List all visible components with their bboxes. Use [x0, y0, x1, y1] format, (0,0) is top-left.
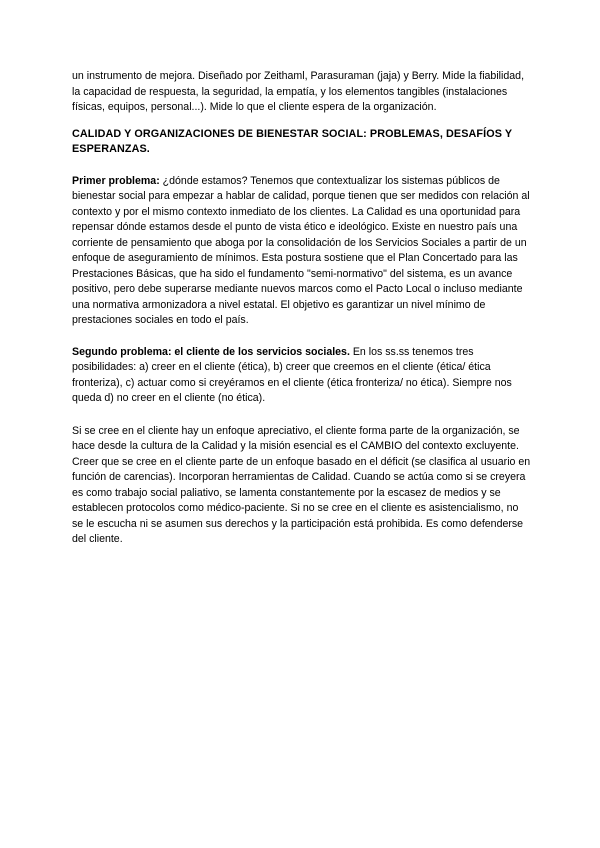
- document-page: [72, 69, 532, 548]
- section-heading: CALIDAD Y ORGANIZACIONES DE BIENESTAR SOCIAL: PROBLEMAS, DESAFÍOS Y ESPERANZAS.: [72, 127, 513, 155]
- problem-one-text: ¿dónde estamos? Tenemos que contextualizar los sistemas públicos de bienestar social para empezar a hablar de calidad, porque tienen que ser medidos con relación al contexto y por el mismo contexto inmediato de los clientes. La Calidad es una oportunidad para repensar dónde estamos desde el punto de vista ético e ideológico. Existe en nuestro país una corriente de pensamiento que aboga por la consolidación de los Servicios Sociales a partir de un enfoque de aseguramiento de mínimos. Esta postura sostiene que el Plan Concertado para las Prestaciones Básicas, que ha sido el fundamento "semi-normativo" del sistema, es un avance positivo, pero debe superarse mediante nuevos marcos como el Pacto Local o incluso mediante una normativa armonizadora a nivel estatal. El objetivo es garantizar un nivel mínimo de prestaciones sociales en todo el país.: [72, 174, 530, 326]
- problem-two-text: En los ss.ss tenemos tres posibilidades: a) creer en el cliente (ética), b) creer que creemos en el cliente (ética/ ética fronteriza), c) actuar como si creyéramos en el cliente (ética fronteriza/ no ética). Siempre nos queda d) no creer en el cliente (no ética).: [72, 345, 512, 404]
- problem-one-paragraph: [72, 174, 532, 329]
- intro-paragraph: un instrumento de mejora. Diseñado por Zeithaml, Parasuraman (jaja) y Berry. Mide la fiabilidad, la capacidad de respuesta, la seguridad, la empatía, y los elementos tangibles (instalaciones físicas, equipos, personal...). Mide lo que el cliente espera de la organización.: [72, 70, 525, 113]
- problem-two-lead: Segundo problema: el cliente de los servicios sociales.: [72, 345, 350, 358]
- problem-two-paragraph: [72, 345, 532, 407]
- closing-paragraph: Si se cree en el cliente hay un enfoque apreciativo, el cliente forma parte de la organización, se hace desde la cultura de la Calidad y la misión esencial es el CAMBIO del contexto excluyente. Creer que se cree en el cliente parte de un enfoque basado en el déficit (se clasifica al usuario en función de carencias). Incorporan herramientas de Calidad. Cuando se actúa como si se creyera es como trabajo social paliativo, se lamenta constantemente por la escasez de medios y se establecen protocolos como médico-paciente. Si no se cree en el cliente es asistencialismo, no se le escucha ni se asumen sus derechos y la participación está prohibida. Es como defenderse del cliente.: [72, 424, 531, 545]
- problem-one-lead: Primer problema:: [72, 174, 160, 187]
